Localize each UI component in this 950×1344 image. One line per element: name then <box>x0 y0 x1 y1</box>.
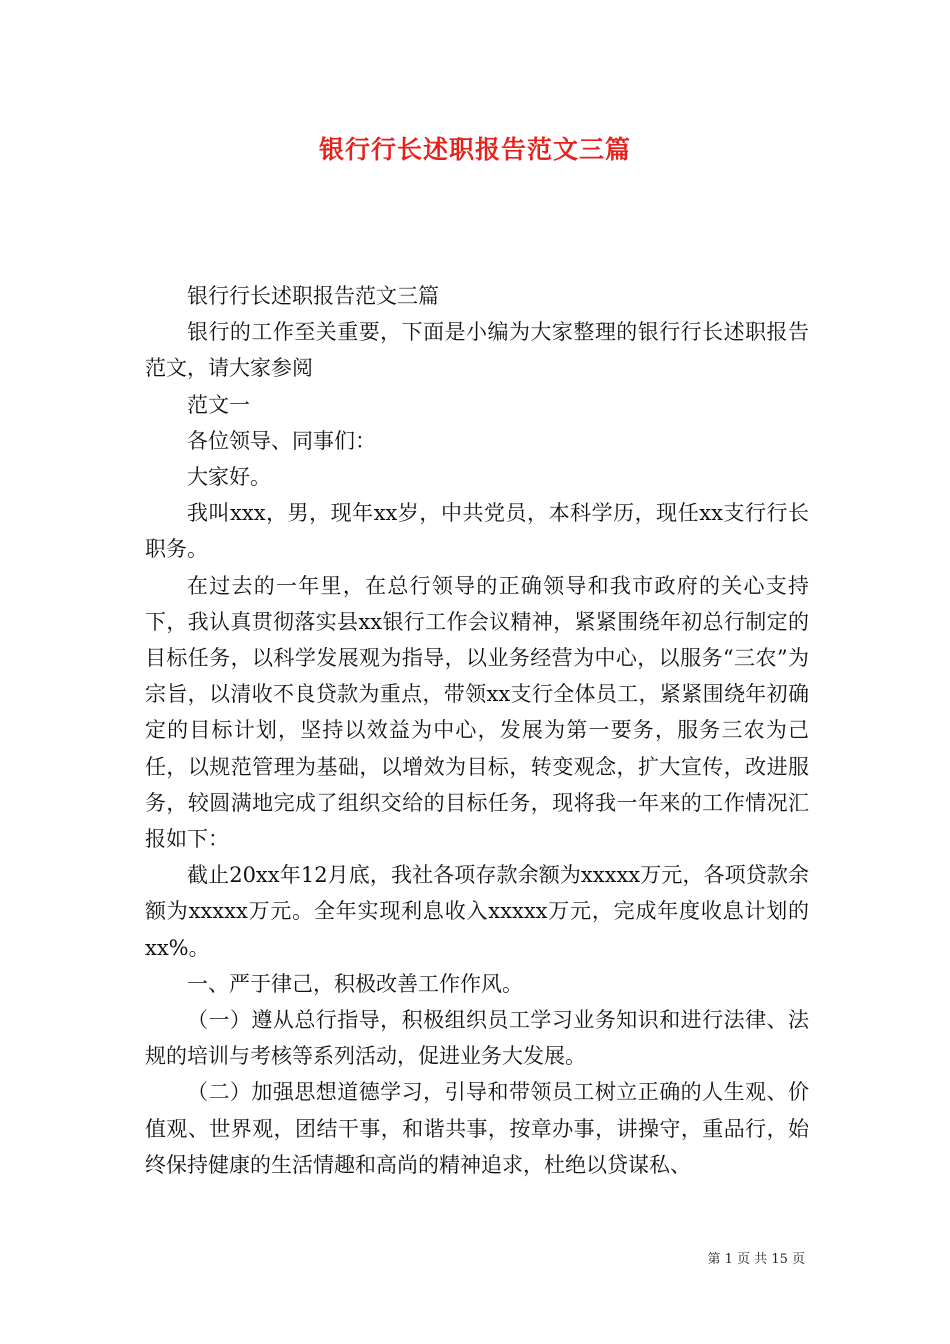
paragraph-salutation: 各位领导、同事们： <box>187 428 376 453</box>
paragraph-subtitle: 银行行长述职报告范文三篇 <box>187 284 439 308</box>
page-number: 第 1 页 共 15 页 <box>707 1252 805 1267</box>
document-body <box>145 278 809 1183</box>
paragraph-section-heading: 一、严于律己，积极改善工作作风。 <box>187 971 523 996</box>
paragraph-figures: 截止20xx年12月底，我社各项存款余额为xxxxx万元，各项贷款余额为xxxxx万元。全年实现利息收入xxxxx万元，完成年度收息计划的xx%。 <box>145 863 809 960</box>
paragraph-self-intro: 我叫xxx，男，现年xx岁，中共党员，本科学历，现任xx支行行长职务。 <box>145 501 809 562</box>
paragraph-item-2: （二）加强思想道德学习，引导和带领员工树立正确的人生观、价值观、世界观，团结干事，和谐共事，按章办事，讲操守，重品行，始终保持健康的生活情趣和高尚的精神追求，杜绝以贷谋私、 <box>145 1080 809 1177</box>
paragraph-overview: 在过去的一年里，在总行领导的正确领导和我市政府的关心支持下，我认真贯彻落实县xx银行工作会议精神，紧紧围绕年初总行制定的目标任务，以科学发展观为指导，以业务经营为中心，以服务“三农”为宗旨，以清收不良贷款为重点，带领xx支行全体员工，紧紧围绕年初确定的目标计划，坚持以效益为中心，发展为第一要务，服务三农为己任，以规范管理为基础，以增效为目标，转变观念，扩大宣传，改进服务，较圆满地完成了组织交给的目标任务，现将我一年来的工作情况汇报如下： <box>145 573 809 852</box>
paragraph-item-1: （一）遵从总行指导，积极组织员工学习业务知识和进行法律、法规的培训与考核等系列活动，促进业务大发展。 <box>145 1008 809 1069</box>
paragraph-greeting: 大家好。 <box>187 465 271 490</box>
paragraph-intro: 银行的工作至关重要，下面是小编为大家整理的银行行长述职报告范文，请大家参阅 <box>145 320 809 381</box>
paragraph-sample-heading: 范文一 <box>187 392 250 417</box>
document-title: 银行行长述职报告范文三篇 <box>318 135 631 164</box>
